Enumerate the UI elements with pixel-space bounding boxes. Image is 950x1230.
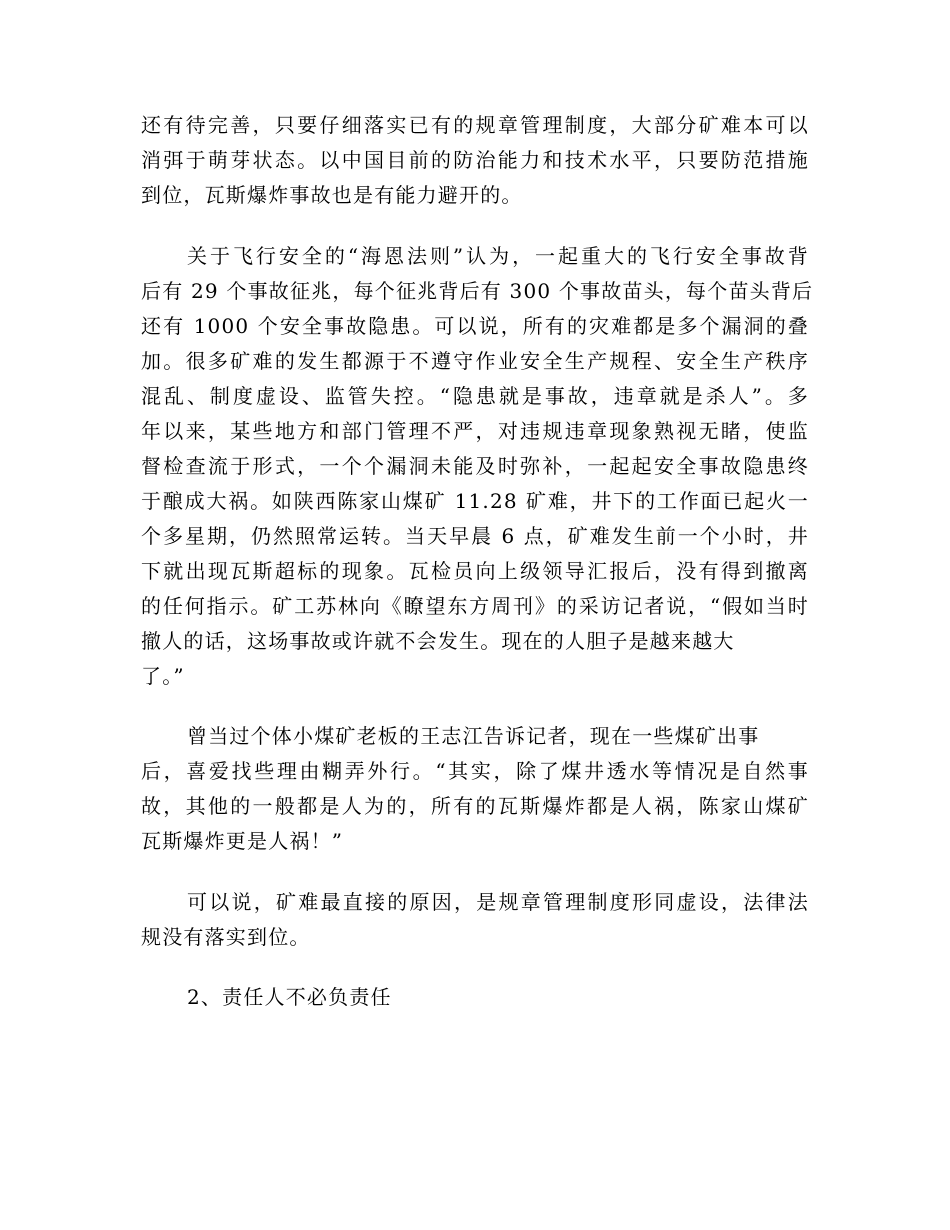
heading-line: 2、责任人不必负责任 <box>187 985 392 1009</box>
document-body <box>141 108 814 1041</box>
text-line: 的任何指示。矿工苏林向《瞭望东方周刊》的采访记者说，“假如当时 <box>141 593 809 618</box>
text-line: 了。” <box>141 663 185 688</box>
text-line: 混乱、制度虚设、监管失控。“隐患就是事故，违章就是杀人”。多 <box>141 383 809 408</box>
section-heading <box>141 980 809 1015</box>
text-line: 加。很多矿难的发生都源于不遵守作业安全生产规程、安全生产秩序 <box>141 348 809 373</box>
text-line: 撤人的话，这场事故或许就不会发生。现在的人胆子是越来越大 <box>141 628 735 653</box>
text-line: 到位，瓦斯爆炸事故也是有能力避开的。 <box>141 183 523 207</box>
text-line: 故，其他的一般都是人为的，所有的瓦斯爆炸都是人祸，陈家山煤矿 <box>141 794 809 818</box>
text-line: 曾当过个体小煤矿老板的王志江告诉记者，现在一些煤矿出事 <box>187 724 760 748</box>
text-line: 还有 1000 个安全事故隐患。可以说，所有的灾难都是多个漏洞的叠 <box>141 313 809 338</box>
text-line: 于酿成大祸。如陕西陈家山煤矿 11.28 矿难，井下的工作面已起火一 <box>141 488 809 513</box>
text-line: 还有待完善，只要仔细落实已有的规章管理制度，大部分矿难本可以 <box>141 113 809 137</box>
text-line: 后，喜爱找些理由糊弄外行。“其实，除了煤井透水等情况是自然事 <box>141 759 809 783</box>
text-line: 个多星期，仍然照常运转。当天早晨 6 点，矿难发生前一个小时，井 <box>141 523 809 548</box>
paragraph-4 <box>141 885 809 955</box>
text-line: 消弭于萌芽状态。以中国目前的防治能力和技术水平，只要防范措施 <box>141 148 809 172</box>
text-line: 可以说，矿难最直接的原因，是规章管理制度形同虚设，法律法 <box>187 889 809 914</box>
text-line: 下就出现瓦斯超标的现象。瓦检员向上级领导汇报后，没有得到撤离 <box>141 558 809 583</box>
paragraph-2 <box>141 239 814 694</box>
text-line: 关于飞行安全的“海恩法则”认为，一起重大的飞行安全事故背 <box>187 243 809 268</box>
text-line: 年以来，某些地方和部门管理不严，对违规违章现象熟视无睹，使监 <box>141 418 809 443</box>
text-line: 后有 29 个事故征兆，每个征兆背后有 300 个事故苗头，每个苗头背后 <box>141 278 814 303</box>
text-line: 督检查流于形式，一个个漏洞未能及时弥补，一起起安全事故隐患终 <box>141 453 809 478</box>
paragraph-1 <box>141 108 809 213</box>
text-line: 瓦斯爆炸更是人祸！” <box>141 829 344 853</box>
paragraph-3 <box>141 719 809 859</box>
text-line: 规没有落实到位。 <box>141 924 311 949</box>
